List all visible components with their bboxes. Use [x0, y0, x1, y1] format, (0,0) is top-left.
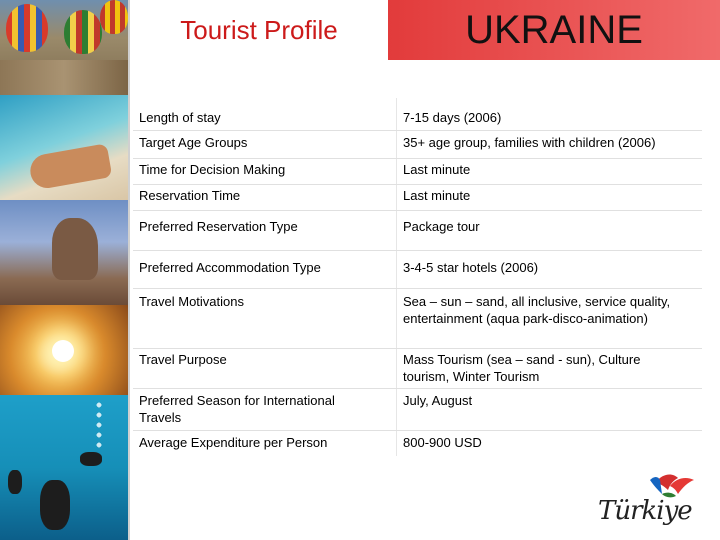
row-label: Average Expenditure per Person	[139, 435, 328, 450]
country-box	[388, 0, 720, 60]
row-value: Last minute	[403, 188, 471, 203]
page-title: Tourist Profile	[180, 14, 338, 45]
row-value: 35+ age group, families with children (2006)	[403, 135, 656, 150]
photo-collage	[0, 0, 128, 540]
table-row	[133, 130, 702, 159]
turkiye-logo	[590, 470, 715, 536]
table-row	[133, 288, 702, 349]
table-row	[133, 184, 702, 211]
row-value: 800-900 USD	[403, 435, 482, 450]
hot-air-balloon	[64, 10, 102, 54]
row-label: Travel Purpose	[139, 352, 227, 367]
title-box	[130, 0, 388, 60]
row-label: Preferred Season for International Travels	[139, 393, 335, 425]
logo-wordmark: Türkiye	[598, 496, 692, 526]
row-label: Reservation Time	[139, 188, 241, 203]
row-value: Sea – sun – sand, all inclusive, service quality, entertainment (aqua park-disco-animation)	[403, 294, 671, 326]
scuba-diver	[8, 470, 22, 494]
table-row	[133, 388, 702, 431]
hot-air-balloon	[6, 4, 48, 52]
country-title: UKRAINE	[465, 7, 643, 52]
hot-air-balloon	[100, 0, 128, 34]
sun-icon	[52, 340, 74, 362]
row-value: Mass Tourism (sea – sand - sun), Culture tourism, Winter Tourism	[403, 352, 641, 384]
table-row	[133, 348, 702, 389]
table-row	[133, 210, 702, 251]
collage-divider	[128, 0, 130, 540]
row-value: Last minute	[403, 162, 471, 177]
scuba-diver	[40, 480, 70, 530]
row-value: July, August	[403, 393, 473, 408]
balloons-photo	[0, 0, 128, 95]
fairy-chimney-rocks	[0, 60, 128, 95]
row-label: Preferred Accommodation Type	[139, 260, 321, 275]
stone-statue-head	[52, 218, 98, 280]
row-label: Target Age Groups	[139, 135, 248, 150]
row-label: Length of stay	[139, 110, 221, 125]
row-label: Preferred Reservation Type	[139, 219, 298, 234]
row-label: Travel Motivations	[139, 294, 244, 309]
table-row	[133, 250, 702, 289]
row-value: 3-4-5 star hotels (2006)	[403, 260, 539, 275]
row-value: Package tour	[403, 219, 480, 234]
row-label: Time for Decision Making	[139, 162, 286, 177]
scuba-diver	[80, 452, 102, 466]
bubbles	[96, 400, 102, 450]
table-row	[133, 158, 702, 185]
table-row	[133, 98, 702, 130]
table-row	[133, 430, 702, 457]
row-value: 7-15 days (2006)	[403, 110, 502, 125]
